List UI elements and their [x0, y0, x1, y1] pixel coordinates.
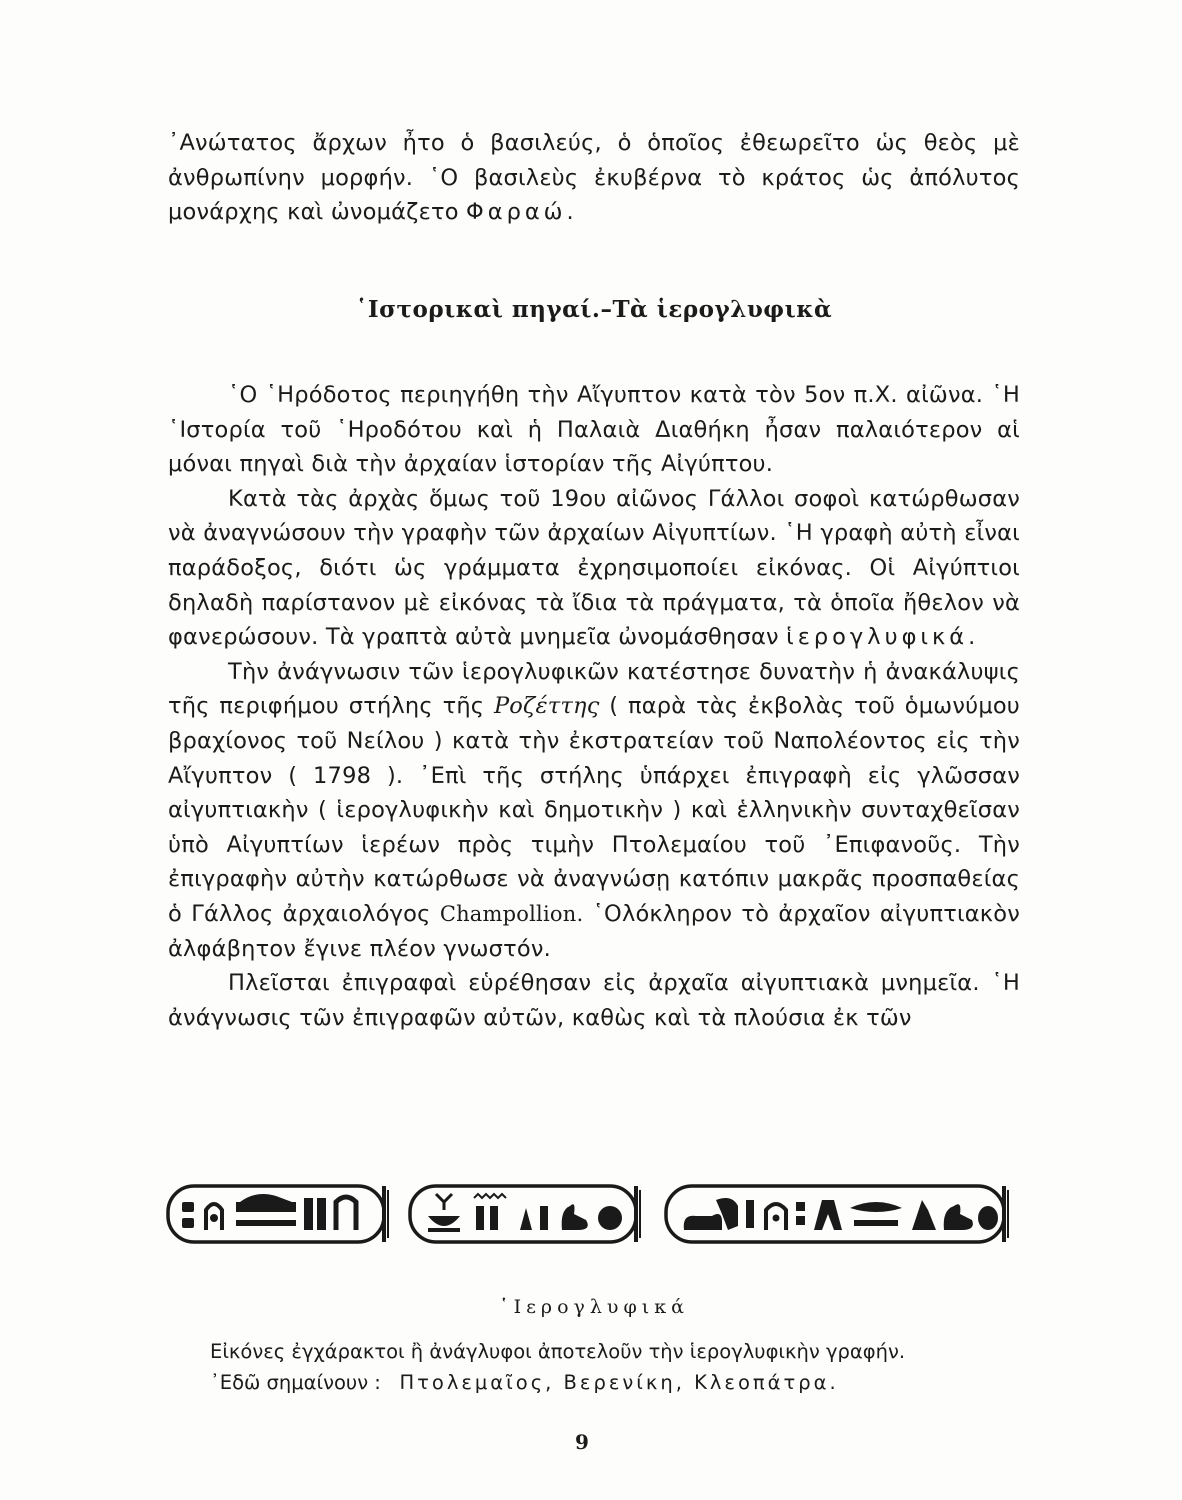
cartouche-cleopatra: [666, 1186, 1008, 1242]
rosetta-term: Ροζέττης: [493, 693, 600, 720]
cartouche-ptolemy: [168, 1186, 388, 1242]
section-heading: ῾Ιστορικαὶ πηγαί.–Τὰ ἱερογλυφικὰ: [355, 296, 833, 323]
cartouche-illustration: [166, 1180, 1014, 1248]
cartouche-figure: [166, 1180, 1014, 1248]
paragraph-rosetta-text-c: ῾Ολόκληρον τὸ ἀρχαῖον αἰγυπτιακὸν ἀλφάβητον ἔγινε πλέον γνωστόν.: [168, 900, 1020, 962]
body-text: [168, 378, 1020, 1035]
caption-prefix: ᾿Εδῶ σημαίνουν :: [210, 1371, 381, 1394]
figure-title: ῾Ιερογλυφικά: [499, 1296, 689, 1318]
paragraph-rosetta-text-b: ( παρὰ τὰς ἐκβολὰς τοῦ ὁμωνύμου βραχίονος τοῦ Νείλου ) κατὰ τὴν ἐκστρατείαν τοῦ Ναπολέοντος εἰς τὴν Αἴγυπτον ( 1798 ). ᾿Επὶ τῆς στήλης ὑπάρχει ἐπιγραφὴ εἰς γλῶσσαν αἰγυπτιακὴν ( ἱερογλυφικὴν καὶ δημοτικὴν ) καὶ ἑλληνικὴν συνταχθεῖσαν ὑπὸ Αἰγυπτίων ἱερέων πρὸς τιμὴν Πτολεμαίου τοῦ ᾿Επιφανοῦς. Τὴν ἐπιγραφὴν αὐτὴν κατώρθωσε νὰ ἀναγνώσῃ κατόπιν μακρᾶς προσπαθείας ὁ Γάλλος ἀρχαιολόγος: [168, 693, 1021, 927]
paragraph-hieroglyphs-text: Κατὰ τὰς ἀρχὰς ὅμως τοῦ 19ου αἰῶνος Γάλλοι σοφοὶ κατώρθωσαν νὰ ἀναγνώσουν τὴν γραφὴν τῶν ἀρχαίων Αἰγυπτίων. ῾Η γραφὴ αὐτὴ εἶναι παράδοξος, διότι ὡς γράμματα ἐχρησιμοποίει εἰκόνας. Οἱ Αἰγύπτιοι δηλαδὴ παρίστανον μὲ εἰκόνας τὰ ἴδια τὰ πράγματα, τὰ ὁποῖα ἤθελον νὰ φανερώσουν. Τὰ γραπτὰ αὐτὰ μνημεῖα ὠνομάσθησαν: [168, 485, 1020, 651]
figure-caption: [210, 1336, 972, 1398]
champollion-name: Champollion.: [439, 901, 584, 926]
paragraph-rosetta-text-a: Τὴν ἀνάγνωσιν τῶν ἱερογλυφικῶν κατέστησε δυνατὴν ἡ ἀνακάλυψις τῆς περιφήμου στήλης τῆς: [168, 658, 1020, 720]
paragraph-rosetta: [168, 655, 1020, 966]
hieroglyphics-term: ἱερογλυφικά.: [786, 624, 980, 651]
intro-paragraph: [168, 126, 1020, 230]
pharaoh-term: Φαραώ.: [466, 199, 578, 226]
caption-line-2: [210, 1367, 972, 1398]
cartouche-berenice: [410, 1186, 640, 1242]
paragraph-inscriptions: Πλεῖσται ἐπιγραφαὶ εὑρέθησαν εἰς ἀρχαῖα αἰγυπτιακὰ μνημεῖα. ῾Η ἀνάγνωσις τῶν ἐπιγραφῶν αὐτῶν, καθὼς καὶ τὰ πλούσια ἐκ τῶν: [168, 970, 1020, 1031]
page-number: 9: [575, 1430, 589, 1454]
paragraph-hieroglyphs: [168, 482, 1020, 655]
caption-line-1: Εἰκόνες ἐγχάρακτοι ἢ ἀνάγλυφοι ἀποτελοῦν τὴν ἱερογλυφικὴν γραφήν.: [210, 1340, 906, 1363]
intro-text: ᾿Ανώτατος ἄρχων ἦτο ὁ βασιλεύς, ὁ ὁποῖος ἐθεωρεῖτο ὡς θεὸς μὲ ἀνθρωπίνην μορφήν. ῾Ο βασιλεὺς ἐκυβέρνα τὸ κράτος ὡς ἀπόλυτος μονάρχης καὶ ὠνομάζετο: [168, 130, 1020, 226]
paragraph-herodotus: ῾Ο ῾Ηρόδοτος περιηγήθη τὴν Αἴγυπτον κατὰ τὸν 5ον π.Χ. αἰῶνα. ῾Η ῾Ιστορία τοῦ ῾Ηροδότου καὶ ἡ Παλαιὰ Διαθήκη ἦσαν παλαιότερον αἱ μόναι πηγαὶ διὰ τὴν ἀρχαίαν ἱστορίαν τῆς Αἰγύπτου.: [168, 382, 1020, 478]
caption-names: Πτολεμαῖος, Βερενίκη, Κλεοπάτρα.: [399, 1371, 839, 1394]
